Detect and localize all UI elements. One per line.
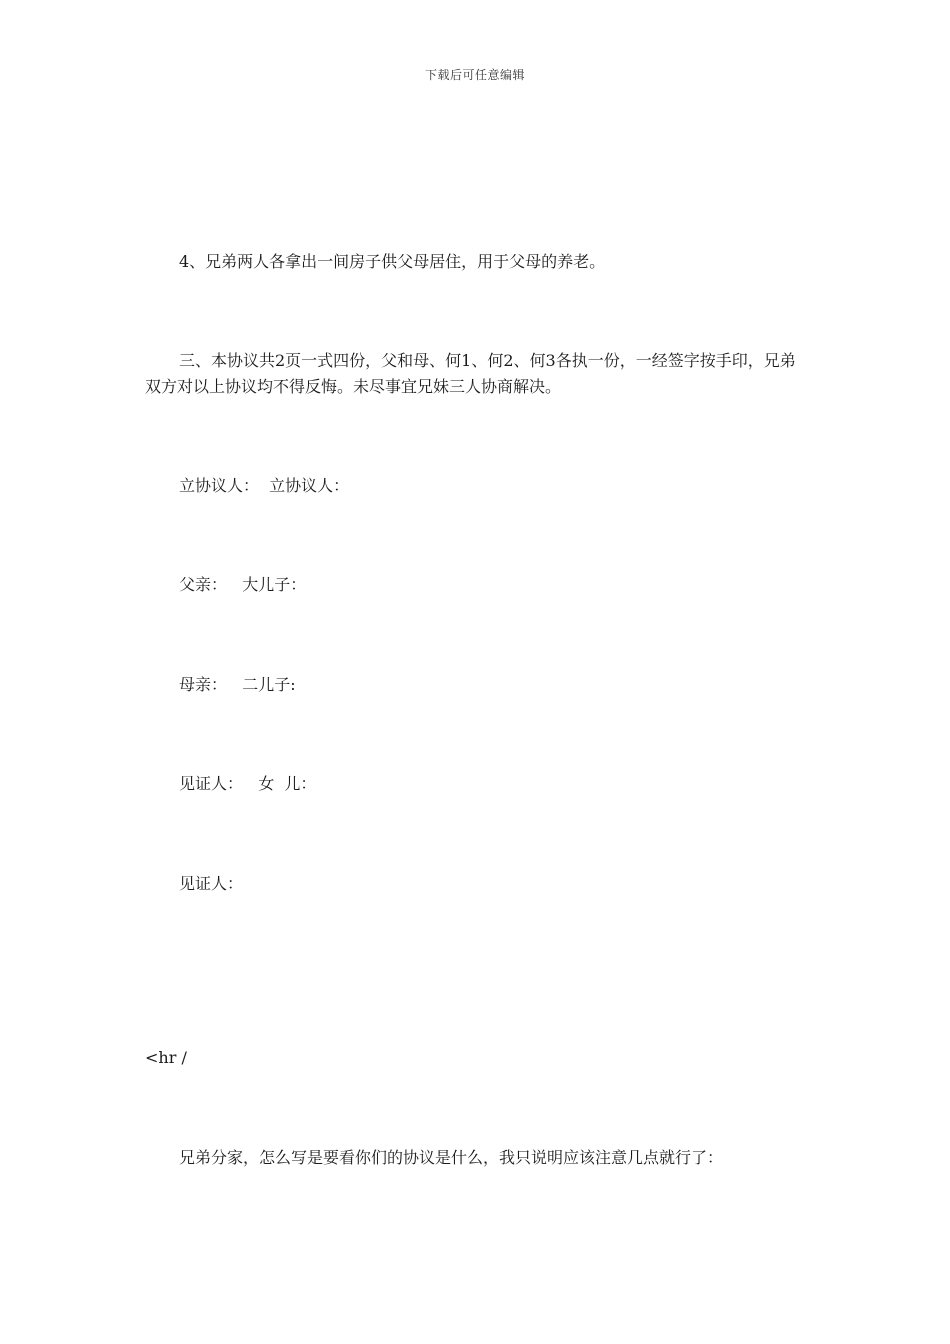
paragraph-section-3: 三、本协议共2页一式四份，父和母、何1、何2、何3各执一份，一经签字按手印，兄弟双方对以上协议均不得反悔。未尽事宜兄妹三人协商解决。 <box>145 351 796 396</box>
signature-line-parties: 立协议人： 立协议人： <box>179 476 350 495</box>
signature-line-father: 父亲： 大儿子： <box>179 575 307 594</box>
stray-html-tag-text: <hr / <box>145 1048 187 1067</box>
page-header: 下载后可任意编辑 <box>424 68 525 82</box>
signature-line-mother: 母亲： 二儿子: <box>179 675 296 694</box>
paragraph-split-advice: 兄弟分家，怎么写是要看你们的协议是什么，我只说明应该注意几点就行了： <box>179 1148 724 1167</box>
signature-line-witness-daughter: 见证人： 女 儿： <box>179 774 317 793</box>
paragraph-item-4: 4、兄弟两人各拿出一间房子供父母居住，用于父母的养老。 <box>179 252 606 271</box>
signature-line-witness: 见证人： <box>179 874 244 893</box>
